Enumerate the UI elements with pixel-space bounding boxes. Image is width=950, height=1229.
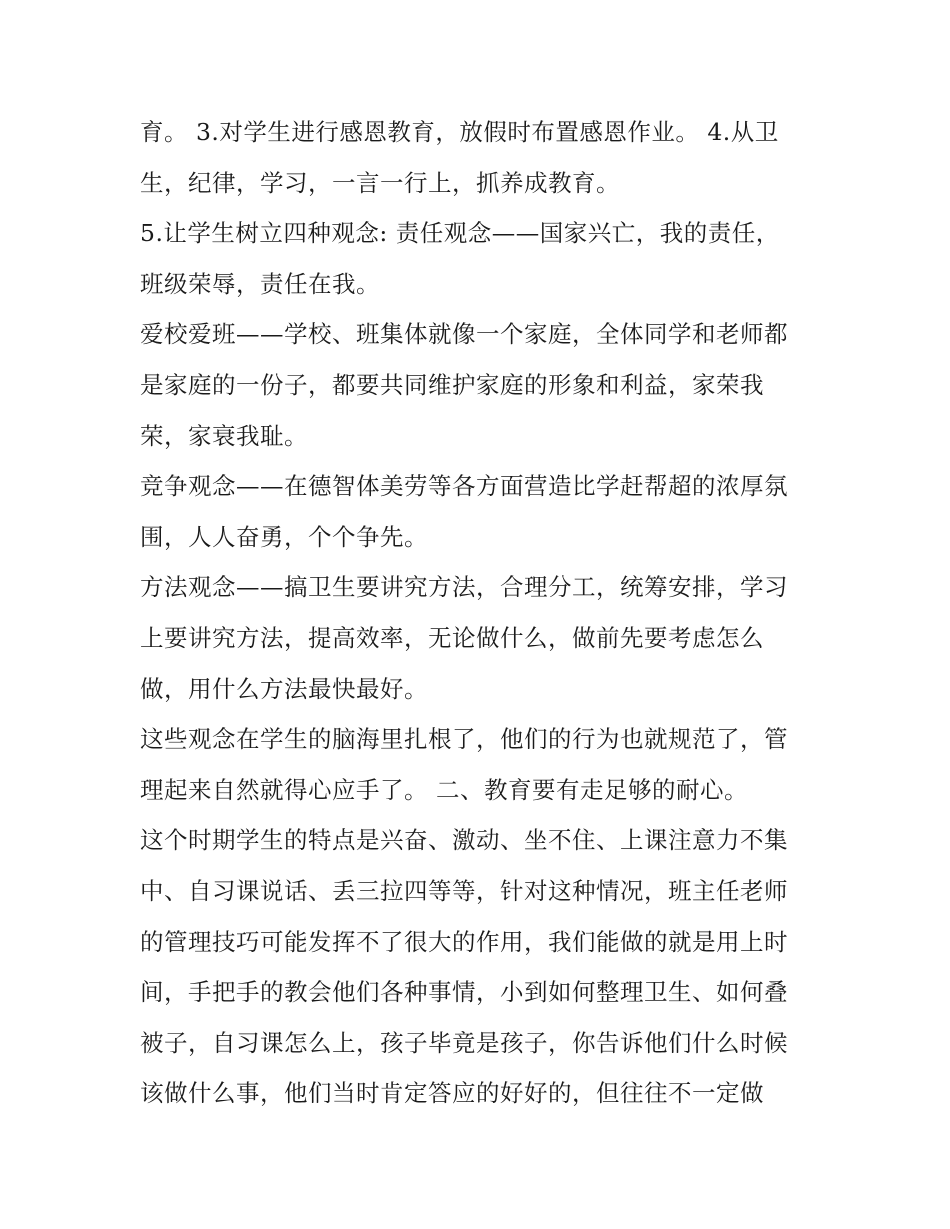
text-line: 理起来自然就得心应手了。 二、教育要有走足够的耐心。 <box>140 775 748 804</box>
text-line: 方法观念——搞卫生要讲究方法，合理分工，统筹安排，学习 <box>140 573 788 602</box>
text-line: 做，用什么方法最快最好。 <box>140 674 428 703</box>
text-line: 该做什么事，他们当时肯定答应的好好的，但往往不一定做 <box>140 1079 764 1108</box>
text-line: 中、自习课说话、丢三拉四等等，针对这种情况，班主任老师 <box>140 876 788 905</box>
text-line: 爱校爱班——学校、班集体就像一个家庭，全体同学和老师都 <box>140 320 788 349</box>
text-line: 被子，自习课怎么上，孩子毕竟是孩子，你告诉他们什么时候 <box>140 1028 788 1057</box>
text-line: 这个时期学生的特点是兴奋、激动、坐不住、上课注意力不集 <box>140 826 788 855</box>
text-line: 竞争观念——在德智体美劳等各方面营造比学赶帮超的浓厚氛 <box>140 472 788 501</box>
text-line: 这些观念在学生的脑海里扎根了，他们的行为也就规范了，管 <box>140 725 788 754</box>
text-line: 荣，家衰我耻。 <box>140 421 308 450</box>
text-line: 的管理技巧可能发挥不了很大的作用，我们能做的就是用上时 <box>140 927 788 956</box>
text-line: 上要讲究方法，提高效率，无论做什么，做前先要考虑怎么 <box>140 623 764 652</box>
text-line: 围，人人奋勇，个个争先。 <box>140 522 428 551</box>
text-line: 是家庭的一份子，都要共同维护家庭的形象和利益，家荣我 <box>140 370 764 399</box>
text-line: 生，纪律，学习，一言一行上，抓养成教育。 <box>140 168 620 197</box>
text-line: 育。 3.对学生进行感恩教育，放假时布置感恩作业。 4.从卫 <box>140 118 779 146</box>
text-line: 间，手把手的教会他们各种事情，小到如何整理卫生、如何叠 <box>140 978 788 1007</box>
text-line: 班级荣辱，责任在我。 <box>140 269 380 298</box>
text-line: 5.让学生树立四种观念: 责任观念——国家兴亡，我的责任， <box>140 219 780 248</box>
body-text <box>140 107 820 1119</box>
